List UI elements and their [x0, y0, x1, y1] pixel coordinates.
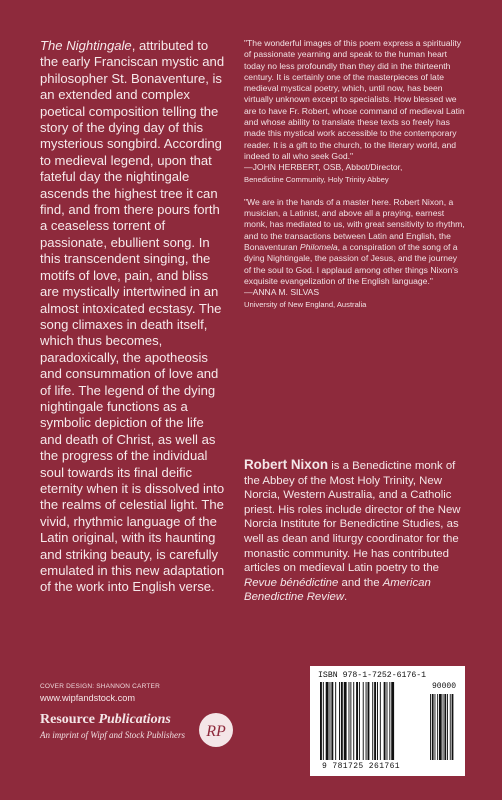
description-text: , attributed to the early Franciscan mystic and philosopher St. Bonaventure, is an extended and complex poetical composition telling the story of the dying day of this mysterious songbird. According to medieval legend, upon that fateful day the nightingale ascends the highest tree it can find, and from there pours forth a ceaseless torrent of passionate, ebullient song. In this transcendent singing, the motifs of love, pain, and bliss are mystically intertwined in an almost intoxicated ecstasy. The song climaxes in death itself, which thus becomes, paradoxically, the apotheosis and consummation of love and of life. The legend of the dying nightingale functions as a symbolic depiction of the life and death of Christ, as well as the progress of the individual soul towards its final deific eternity when it is dissolved into the realms of celestial light. The vivid, rhythmic language of the Latin original, with its haunting and striking beauty, is carefully emulated in this new adaptation of the work into English verse. — [40, 38, 225, 595]
endorsement-silvas — [244, 197, 466, 310]
cover-designer: COVER DESIGN: SHANNON CARTER — [40, 683, 160, 690]
isbn-barcode — [310, 666, 465, 776]
imprint-prefix: An imprint of — [40, 730, 91, 740]
book-description — [40, 38, 225, 596]
author-bio — [244, 458, 466, 605]
endorser-affiliation: Benedictine Community, Holy Trinity Abbey — [244, 174, 389, 184]
credits — [40, 683, 240, 703]
journal-name: Revue bénédictine — [244, 576, 339, 589]
author-name: Robert Nixon — [244, 457, 329, 472]
endorser-name: —ANNA M. SILVAS — [244, 287, 320, 298]
endorser-name: —JOHN HERBERT, OSB, Abbot/Director, — [244, 162, 403, 173]
bio-text: is a Benedictine monk of the Abbey of the Most Holy Trinity, New Norcia, Western Australia, and a Catholic priest. His roles include director of the New Norcia Institute for Benedictine Studies, as well as dean and liturgy coordinator for the monastic community. He has contributed articles on medieval Latin poetry to the — [244, 460, 461, 575]
endorsements — [244, 38, 466, 310]
publisher-logo-icon — [198, 712, 234, 748]
logo-letters: RP — [206, 723, 226, 740]
endorser-affiliation: University of New England, Australia — [244, 299, 367, 309]
quote-part: , a conspiration of the song of a dying Nightingale, the passion of Jesus, and the journey of the soul to God. I applaud among other things Nixon's exquisite evangelization of the English language." — [244, 242, 459, 286]
endorsement-quote — [244, 197, 466, 287]
publisher-imprint — [40, 730, 185, 740]
publisher-name-italic: Publications — [98, 712, 171, 727]
bio-text: and the — [338, 576, 383, 589]
publisher-mark — [40, 712, 250, 752]
publisher-website[interactable]: www.wipfandstock.com — [40, 693, 135, 703]
description-paragraph — [40, 38, 225, 596]
bio-text: . — [344, 591, 348, 604]
journal-name: American Benedictine Review — [244, 576, 431, 604]
quote-title: Philomela — [299, 242, 338, 253]
publisher-name — [40, 712, 171, 728]
endorsement-quote: "The wonderful images of this poem express a spirituality of passionate yearning and speak to the human heart today no less profoundly than they did in the thirteenth century. It is certainly one of the masterpieces of late medieval mystical poetry, which, until now, has been virtually unknown except to specialists. How blessed we are to have Fr. Robert, whose command of medieval Latin and whose ability to translate these texts so freely has made this mystical work accessible to the contemporary reader. It is a gift to the church, to the literary world, and indeed to all who seek God." — [244, 38, 465, 161]
imprint-name: Wipf and Stock Publishers — [90, 730, 186, 740]
barcode-digits: 9 781725 261761 — [322, 762, 401, 771]
publisher-name-main: Resource — [40, 712, 99, 727]
quote-part: "We are in the hands of a master here. Robert Nixon, a musician, a Latinist, and above all a praying, earnest monk, has mediated to us, with great sensitivity to rhythm, and to the transactions between Latin and English, the Bonaventuran — [244, 196, 465, 253]
isbn-label: ISBN 978-1-7252-6176-1 — [318, 671, 427, 680]
endorsement-herbert — [244, 38, 466, 185]
barcode-addon: 90000 — [432, 682, 457, 691]
book-title: The Nightingale — [40, 38, 132, 53]
